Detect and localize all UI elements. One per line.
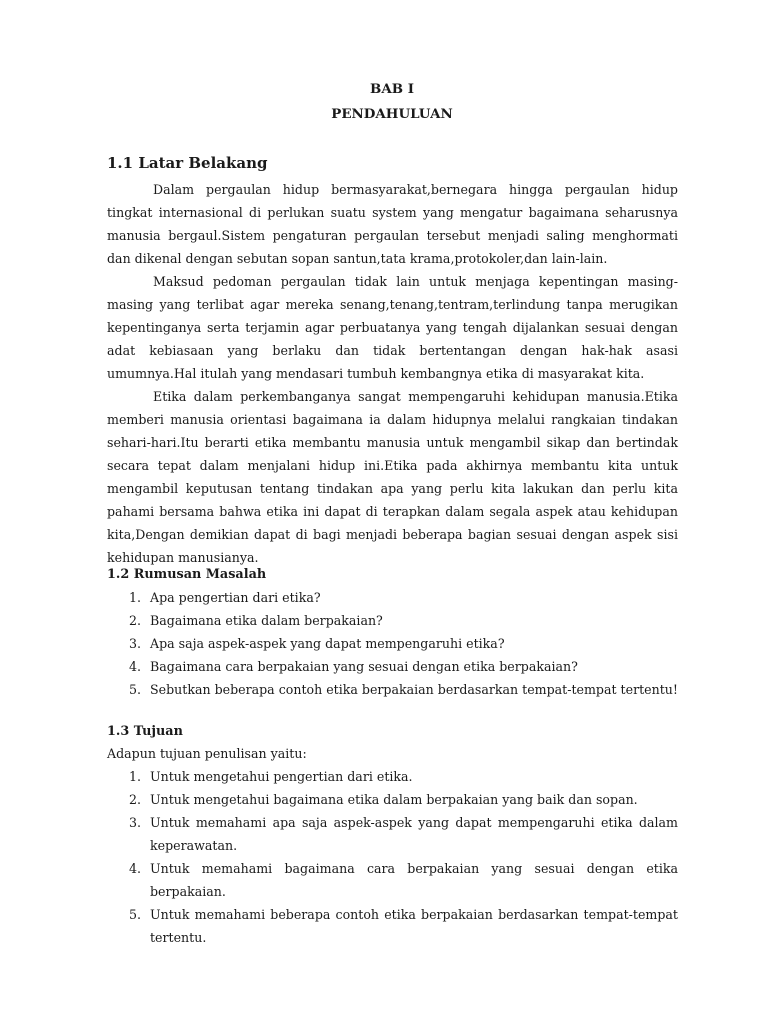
list-text: Bagaimana etika dalam berpakaian? bbox=[150, 613, 383, 628]
problem-list bbox=[107, 586, 678, 701]
chapter-title: PENDAHULUAN bbox=[331, 106, 453, 122]
section-heading-tujuan: 1.3 Tujuan bbox=[107, 724, 183, 739]
list-number: 5. bbox=[129, 682, 142, 697]
list-text: Sebutkan beberapa contoh etika berpakaian berdasarkan tempat-tempat tertentu! bbox=[150, 682, 678, 697]
list-item bbox=[107, 655, 678, 678]
tujuan-intro: Adapun tujuan penulisan yaitu: bbox=[107, 746, 307, 761]
list-item bbox=[107, 678, 678, 701]
section-heading-rumusan-masalah: 1.2 Rumusan Masalah bbox=[107, 567, 267, 582]
list-item bbox=[107, 788, 678, 811]
paragraph-2: Maksud pedoman pergaulan tidak lain untuk menjaga kepentingan masing-masing yang terlibat agar mereka senang,tenang,tentram,terlindung tanpa merugikan kepentinganya serta terjamin agar perbuatanya yang tengah dijalankan sesuai dengan adat kebiasaan yang berlaku dan tidak bertentangan dengan hak-hak asasi umumnya.Hal itulah yang mendasari tumbuh kembangnya etika di masyarakat kita. bbox=[107, 274, 678, 381]
paragraph-3: Etika dalam perkembanganya sangat mempengaruhi kehidupan manusia.Etika memberi manusia orientasi bagaimana ia dalam hidupnya melalui rangkaian tindakan sehari-hari.Itu berarti etika membantu manusia untuk mengambil sikap dan bertindak secara tepat dalam menjalani hidup ini.Etika pada akhirnya membantu kita untuk mengambil keputusan tentang tindakan apa yang perlu kita lakukan dan perlu kita pahami bersama bahwa etika ini dapat di terapkan dalam segala aspek atau kehidupan kita,Dengan demikian dapat di bagi menjadi beberapa bagian sesuai dengan aspek sisi kehidupan manusianya. bbox=[107, 389, 678, 565]
list-item bbox=[107, 609, 678, 632]
list-number: 1. bbox=[129, 590, 142, 605]
list-number: 4. bbox=[129, 659, 142, 674]
section-heading-latar-belakang: 1.1 Latar Belakang bbox=[107, 154, 268, 172]
list-text: Untuk memahami beberapa contoh etika berpakaian berdasarkan tempat-tempat tertentu. bbox=[150, 907, 678, 945]
goal-list bbox=[107, 765, 678, 949]
list-number: 4. bbox=[129, 861, 142, 876]
list-item bbox=[107, 632, 678, 655]
list-number: 3. bbox=[129, 815, 142, 830]
list-item bbox=[107, 857, 678, 903]
list-text: Untuk memahami apa saja aspek-aspek yang dapat mempengaruhi etika dalam keperawatan. bbox=[150, 815, 678, 853]
list-text: Bagaimana cara berpakaian yang sesuai dengan etika berpakaian? bbox=[150, 659, 578, 674]
chapter-number: BAB I bbox=[370, 81, 414, 97]
list-item bbox=[107, 811, 678, 857]
list-item bbox=[107, 586, 678, 609]
list-text: Apa saja aspek-aspek yang dapat mempengaruhi etika? bbox=[150, 636, 505, 651]
list-text: Apa pengertian dari etika? bbox=[150, 590, 321, 605]
list-number: 2. bbox=[129, 792, 142, 807]
list-number: 1. bbox=[129, 769, 142, 784]
list-item bbox=[107, 765, 678, 788]
list-text: Untuk mengetahui bagaimana etika dalam berpakaian yang baik dan sopan. bbox=[150, 792, 638, 807]
list-text: Untuk memahami bagaimana cara berpakaian yang sesuai dengan etika berpakaian. bbox=[150, 861, 678, 899]
list-number: 2. bbox=[129, 613, 142, 628]
list-item bbox=[107, 903, 678, 949]
list-number: 5. bbox=[129, 907, 142, 922]
list-number: 3. bbox=[129, 636, 142, 651]
list-text: Untuk mengetahui pengertian dari etika. bbox=[150, 769, 413, 784]
paragraph-1: Dalam pergaulan hidup bermasyarakat,bernegara hingga pergaulan hidup tingkat internasional di perlukan suatu system yang mengatur bagaimana seharusnya manusia bergaul.Sistem pengaturan pergaulan tersebut menjadi saling menghormati dan dikenal dengan sebutan sopan santun,tata krama,protokoler,dan lain-lain. bbox=[107, 182, 678, 266]
